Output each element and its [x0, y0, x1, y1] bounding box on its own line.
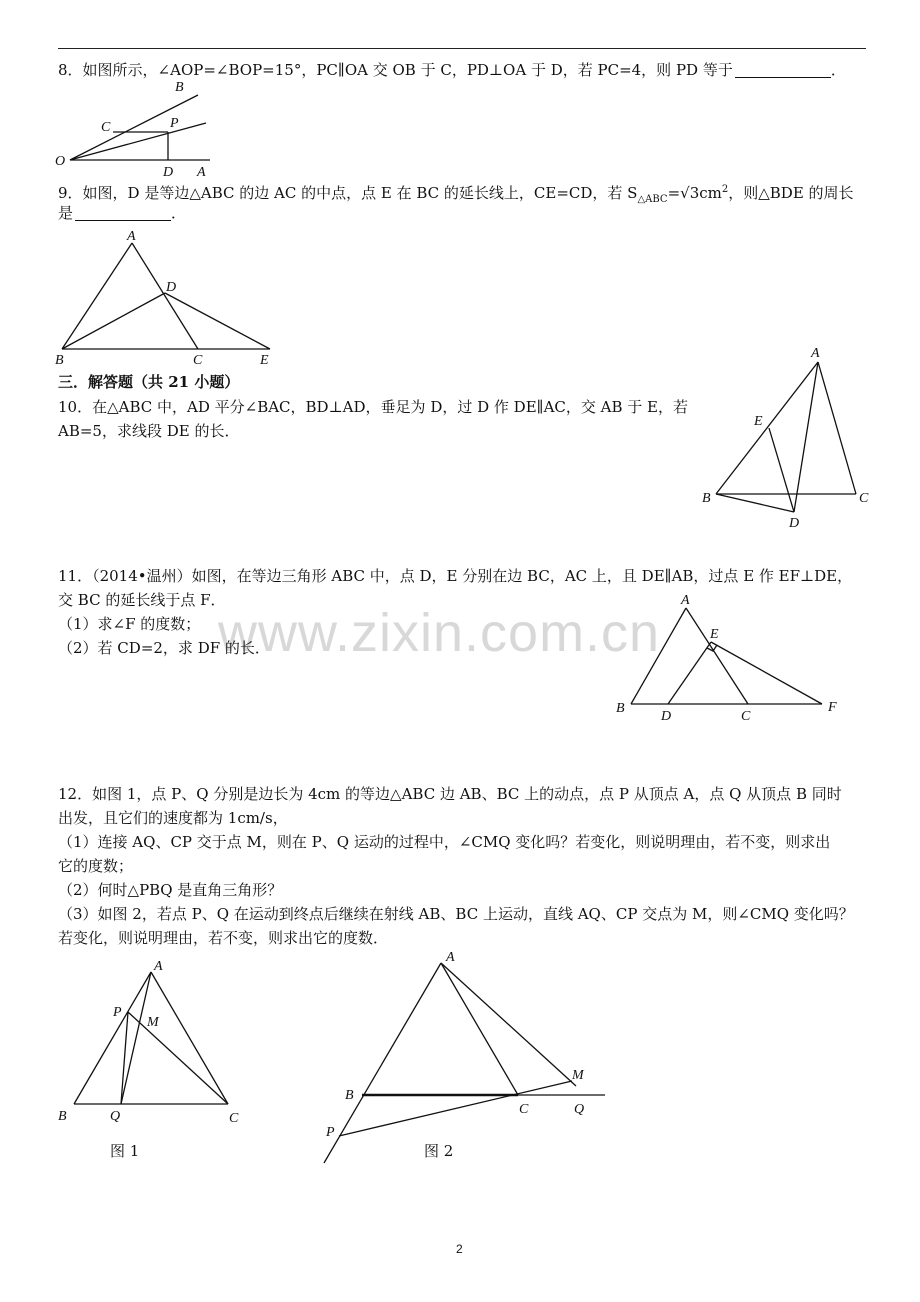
label-m: M: [147, 1015, 159, 1030]
label-q: Q: [574, 1102, 585, 1117]
q11-line1: 11．（2014•温州）如图，在等边三角形 ABC 中，点 D，E 分别在边 BC，AC 上，且 DE∥AB，过点 E 作 EF⊥DE，: [58, 567, 853, 585]
label-d: D: [166, 280, 177, 295]
label-a: A: [681, 593, 690, 608]
q9-figure: [55, 229, 270, 368]
q12-figure-1: [58, 959, 239, 1126]
q11-part2: （2）若 CD=2，求 DF 的长．: [58, 639, 270, 657]
label-q: Q: [110, 1109, 121, 1124]
label-e: E: [754, 414, 763, 429]
label-c: C: [101, 120, 111, 135]
segment-de: [668, 642, 711, 704]
label-a: A: [127, 229, 136, 244]
q12-line5: （2）何时△PBQ 是直角三角形？: [58, 881, 283, 899]
segment-cp: [128, 1012, 228, 1104]
q11-line2: 交 BC 的延长线于点 F．: [58, 591, 226, 609]
label-b: B: [55, 353, 64, 368]
label-c: C: [519, 1102, 529, 1117]
q10-line1: 10．在△ABC 中，AD 平分∠BAC，BD⊥AD，垂足为 D，过 D 作 DE∥AC，交 AB 于 E，若: [58, 398, 688, 416]
label-a: A: [154, 959, 163, 974]
ray-ab: [324, 963, 441, 1163]
segment-ac: [686, 608, 748, 704]
label-p: P: [326, 1125, 335, 1140]
segment-bd: [62, 293, 165, 349]
q10-line2: AB=5，求线段 DE 的长．: [58, 422, 240, 440]
q8-statement: 8．如图所示，∠AOP=∠BOP=15°，PC∥OA 交 OB 于 C，PD⊥OA 于 D，若 PC=4，则 PD 等于: [58, 61, 733, 79]
segment-ad: [794, 362, 818, 512]
q11-figure: [616, 593, 837, 724]
label-d: D: [661, 709, 672, 724]
segment-ac: [132, 243, 198, 349]
segment-ab: [74, 972, 151, 1104]
q9-text-line2: 是 ．: [58, 204, 187, 222]
segment-ac: [818, 362, 856, 494]
label-a: A: [197, 165, 206, 180]
q11-part1: （1）求∠F 的度数；: [58, 615, 201, 633]
label-b: B: [175, 80, 184, 95]
label-b: B: [702, 491, 711, 506]
label-b: B: [58, 1109, 67, 1124]
line-cp: [339, 1081, 572, 1136]
q12-line6: （3）如图 2，若点 P、Q 在运动到终点后继续在射线 AB、BC 上运动，直线 AQ、CP 交点为 M，则∠CMQ 变化吗？: [58, 905, 854, 923]
segment-ab: [62, 243, 132, 349]
label-o: O: [55, 154, 66, 169]
segment-ac: [151, 972, 228, 1104]
q12-line2: 出发，且它们的速度都为 1cm/s，: [58, 809, 288, 827]
label-c: C: [859, 491, 869, 506]
line-aq: [441, 963, 576, 1086]
label-d: D: [789, 516, 800, 531]
segment-ac: [441, 963, 518, 1095]
q9-statement: 9．如图，D 是等边△ABC 的边 AC 的中点，点 E 在 BC 的延长线上，CE=CD，若 S: [58, 184, 638, 202]
fig1-caption: 图 1: [110, 1142, 140, 1160]
ray-op: [70, 123, 206, 160]
segment-ed: [769, 428, 794, 512]
segment-ab: [716, 362, 818, 494]
label-p: P: [170, 116, 179, 131]
label-c: C: [741, 709, 751, 724]
label-b: B: [616, 701, 625, 716]
section-heading: 三．解答题（共 21 小题）: [58, 373, 240, 391]
ray-ob: [70, 95, 198, 160]
label-a: A: [811, 346, 820, 361]
label-e: E: [260, 353, 269, 368]
label-d: D: [163, 165, 174, 180]
segment-bd: [716, 494, 794, 512]
label-b: B: [345, 1088, 354, 1103]
q12-line7: 若变化，则说明理由，若不变，则求出它的度数．: [58, 929, 389, 947]
label-c: C: [193, 353, 203, 368]
label-m: M: [572, 1068, 584, 1083]
label-c: C: [229, 1111, 239, 1126]
q12-line1: 12．如图 1，点 P、Q 分别是边长为 4cm 的等边△ABC 边 AB、BC 上的动点，点 P 从顶点 A，点 Q 从顶点 B 同时: [58, 785, 842, 803]
q9-text: 9．如图，D 是等边△ABC 的边 AC 的中点，点 E 在 BC 的延长线上，CE=CD，若 $S_{\triangle ABC}=√3cm^2$，则△BDE 的周长: [58, 184, 854, 205]
q8-figure: [55, 80, 210, 180]
fig2-caption: 图 2: [424, 1142, 454, 1160]
label-a: A: [446, 950, 455, 965]
label-p: P: [113, 1005, 122, 1020]
q12-line4: 它的度数；: [58, 857, 134, 875]
q8-text: 8．如图所示，∠AOP=∠BOP=15°，PC∥OA 交 OB 于 C，PD⊥OA 于 D，若 PC=4，则 PD 等于 ．: [58, 61, 846, 79]
watermark: www.zixin.com.cn: [218, 603, 661, 663]
label-e: E: [710, 627, 719, 642]
label-f: F: [828, 700, 837, 715]
page-number: 2: [456, 1242, 463, 1256]
q10-figure: [702, 346, 869, 531]
q12-figure-2: [324, 950, 605, 1163]
q12-line3: （1）连接 AQ、CP 交于点 M，则在 P、Q 运动的过程中，∠CMQ 变化吗？若变化，则说明理由，若不变，则求出: [58, 833, 831, 851]
